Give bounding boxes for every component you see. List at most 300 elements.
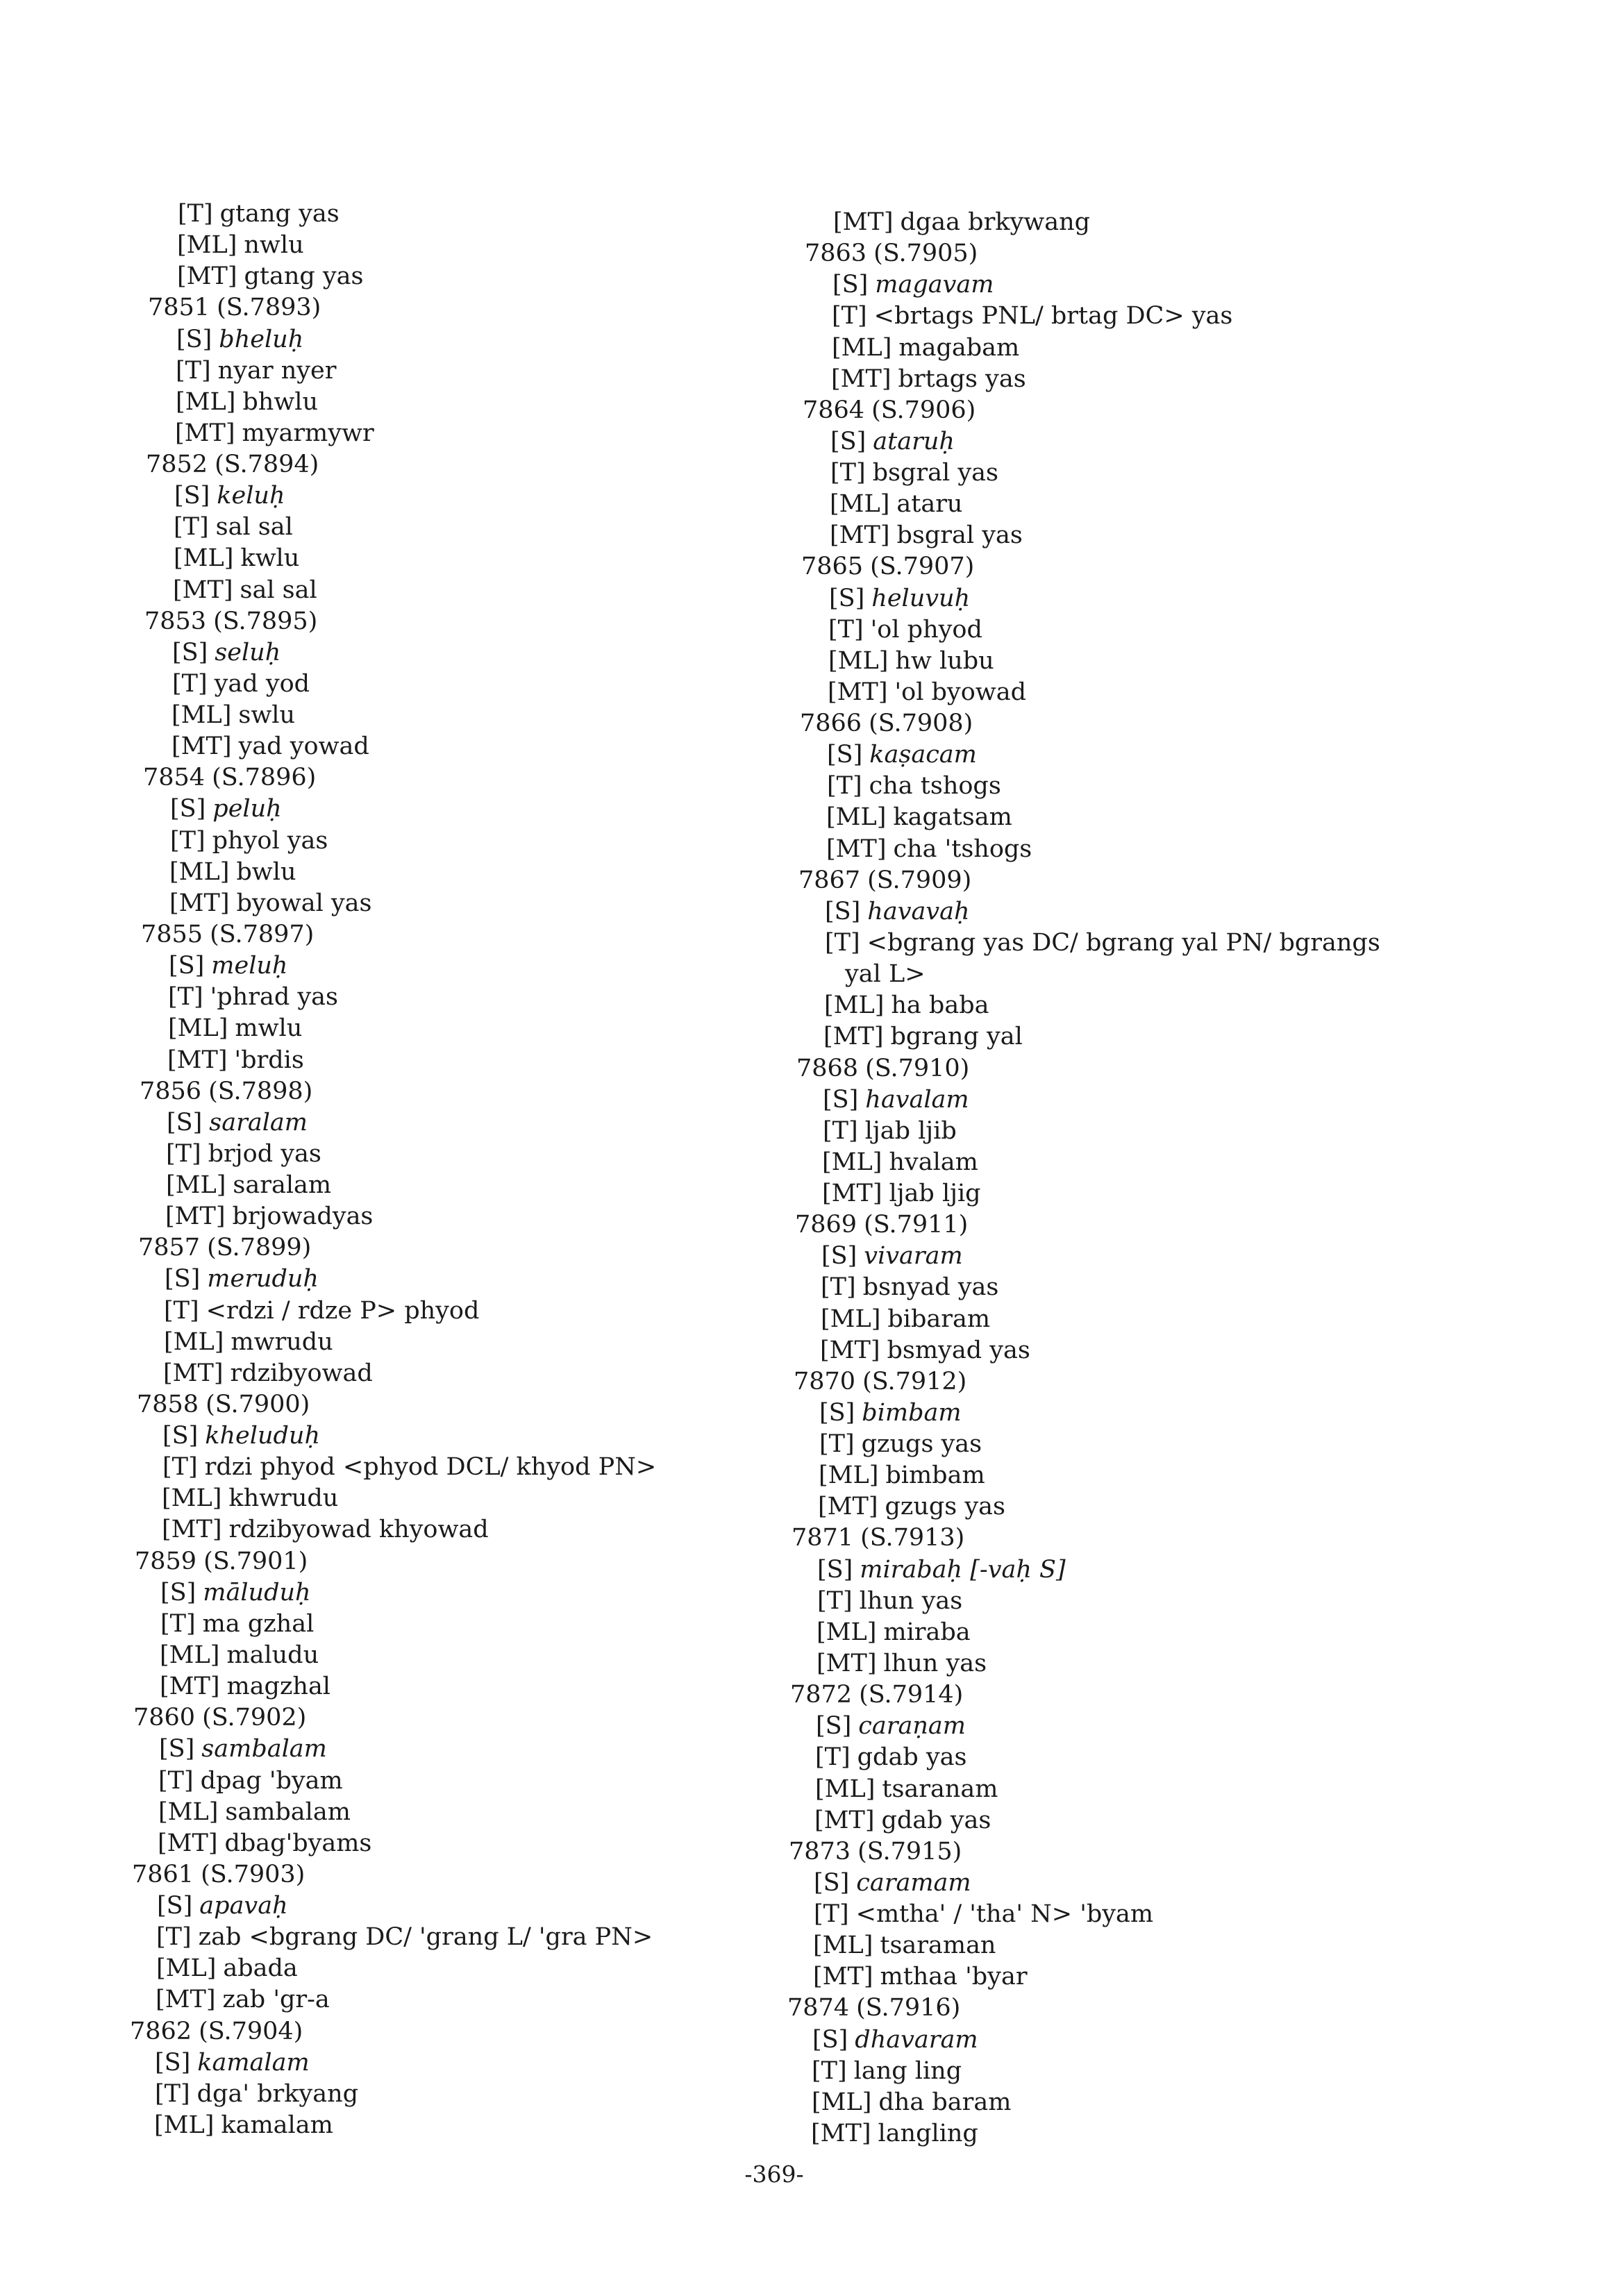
line-tag: [S]: [176, 326, 212, 353]
line-text: gzugs yas: [885, 1493, 1005, 1520]
line-tag: [S]: [829, 585, 865, 612]
entry-line: [155, 2049, 310, 2077]
line-text: (S.7905): [873, 240, 978, 267]
line-text: ha baba: [891, 991, 989, 1019]
line-tag: [MT]: [173, 576, 233, 604]
line-tag: [ML]: [813, 1932, 873, 1959]
line-tag: [S]: [167, 1109, 203, 1137]
line-text: gtang yas: [244, 262, 364, 290]
entry-line: [160, 1610, 314, 1638]
line-text: lhun yas: [883, 1650, 987, 1677]
line-text: bsgral yas: [896, 521, 1023, 549]
line-tag: [MT]: [165, 1203, 226, 1230]
line-tag: [MT]: [820, 1336, 880, 1364]
line-tag: [MT]: [158, 1829, 218, 1857]
entry-line: [168, 1014, 302, 1042]
entry-header: [138, 1234, 311, 1262]
line-tag: [T]: [170, 827, 206, 855]
line-text: sambalam: [225, 1798, 351, 1826]
line-text: 'ol phyod: [870, 616, 982, 644]
line-tag: [ML]: [162, 1484, 222, 1512]
line-tag: [T]: [176, 357, 211, 385]
line-text: kamalam: [197, 2049, 310, 2077]
line-text: apavaḥ: [199, 1892, 288, 1920]
line-text: bimbam: [862, 1399, 962, 1427]
line-text: havavaḥ: [867, 898, 970, 925]
entry-line: [156, 1986, 330, 2013]
line-text: havalam: [865, 1086, 969, 1114]
entry-line: [827, 772, 1001, 800]
entry-line: [820, 1336, 1030, 1364]
entry-line: [155, 2080, 358, 2108]
line-tag: [S]: [823, 1086, 859, 1114]
line-text: bsgral yas: [872, 459, 998, 487]
line-tag: [MT]: [167, 1046, 228, 1074]
line-text: kwlu: [240, 544, 300, 572]
line-tag: 7862: [130, 2018, 192, 2045]
line-tag: [MT]: [822, 1180, 882, 1207]
line-text: caramam: [856, 1869, 971, 1897]
entry-line: [167, 1046, 304, 1074]
line-tag: [T]: [172, 670, 208, 698]
entry-line: [174, 544, 299, 572]
line-tag: [T]: [823, 1117, 858, 1145]
line-text: ataru: [896, 490, 963, 518]
entry-line: [168, 983, 338, 1011]
line-text: dga' brkyang: [196, 2080, 359, 2108]
entry-line: [174, 482, 285, 510]
entry-line: [825, 929, 1380, 957]
entry-header: [143, 764, 316, 791]
entry-line: [166, 1171, 331, 1199]
entry-line: [817, 1587, 962, 1615]
entry-line: [169, 858, 296, 886]
line-text: sal sal: [215, 513, 293, 541]
entry-line: [165, 1265, 319, 1293]
line-tag: [T]: [832, 302, 867, 330]
line-text: peluḥ: [212, 795, 282, 823]
entry-line: [821, 1305, 990, 1333]
entry-line: [832, 334, 1019, 362]
line-text: dgaa brkywang: [900, 208, 1091, 236]
line-tag: [ML]: [166, 1171, 226, 1199]
line-text: zab <bgrang DC/ 'grang L/ 'gra PN>: [198, 1923, 653, 1951]
line-tag: [MT]: [169, 889, 230, 917]
line-tag: 7865: [801, 553, 864, 580]
line-text: sal sal: [240, 576, 317, 604]
entry-line: [812, 2088, 1011, 2116]
entry-line: [170, 827, 328, 855]
line-tag: [MT]: [177, 262, 237, 290]
line-tag: [T]: [812, 2057, 847, 2085]
line-text: (S.7899): [207, 1234, 312, 1262]
line-text: saralam: [233, 1171, 332, 1199]
line-text: mwrudu: [231, 1328, 333, 1356]
line-tag: [ML]: [822, 1148, 882, 1176]
line-text: khwrudu: [228, 1484, 339, 1512]
line-text: 'ol byowad: [894, 678, 1026, 706]
line-tag: [S]: [817, 1556, 853, 1584]
line-text: kamalam: [221, 2111, 333, 2139]
entry-line: [172, 639, 281, 667]
line-tag: [MT]: [818, 1493, 878, 1520]
entry-line: [176, 388, 318, 416]
line-tag: [T]: [828, 616, 864, 644]
line-tag: [T]: [166, 1140, 201, 1168]
entry-line: [170, 795, 282, 823]
entry-line: [174, 513, 293, 541]
line-text: zab 'gr-a: [222, 1986, 330, 2013]
line-text: brjowadyas: [232, 1203, 374, 1230]
line-tag: [S]: [819, 1399, 855, 1427]
line-tag: [ML]: [812, 2088, 872, 2116]
entry-line: [830, 521, 1023, 549]
line-tag: 7856: [140, 1078, 202, 1105]
line-text: cha 'tshogs: [893, 835, 1032, 863]
line-tag: [T]: [174, 513, 209, 541]
entry-header: [133, 1704, 306, 1732]
entry-line: [160, 1579, 311, 1607]
line-tag: [S]: [169, 952, 205, 980]
line-tag: [S]: [812, 2026, 848, 2054]
line-text: vivaram: [864, 1242, 963, 1270]
entry-line: [812, 2026, 978, 2054]
line-text: ljab ljig: [889, 1180, 981, 1207]
line-text: magzhal: [226, 1673, 331, 1700]
entry-header: [796, 1055, 969, 1082]
line-tag: [MT]: [156, 1986, 216, 2013]
line-text: miraba: [883, 1618, 971, 1646]
line-tag: [ML]: [828, 647, 889, 675]
line-tag: [MT]: [811, 2120, 871, 2147]
line-tag: [T]: [821, 1273, 856, 1301]
line-text: kagatsam: [893, 803, 1012, 831]
entry-line: [819, 1430, 982, 1458]
entry-line: [826, 835, 1032, 863]
line-text: bheluḥ: [219, 326, 304, 353]
entry-header: [805, 240, 978, 267]
line-text: (S.7907): [870, 553, 975, 580]
line-text: 'brdis: [234, 1046, 304, 1074]
line-text: (S.7916): [856, 1994, 961, 2022]
entry-line: [817, 1556, 1066, 1584]
entry-line: [167, 1109, 308, 1137]
entry-line: [162, 1422, 320, 1450]
entry-line: [814, 1807, 991, 1834]
line-tag: 7854: [143, 764, 206, 791]
entry-header: [803, 396, 976, 424]
line-text: yad yowad: [238, 732, 369, 760]
line-text: (S.7906): [871, 396, 976, 424]
entry-header: [130, 2018, 303, 2045]
entry-line: [173, 576, 317, 604]
entry-line: [164, 1328, 333, 1356]
line-text: (S.7902): [202, 1704, 307, 1732]
line-tag: 7866: [800, 710, 862, 737]
line-tag: [ML]: [819, 1461, 879, 1489]
line-tag: [T]: [168, 983, 203, 1011]
entry-header: [790, 1681, 963, 1709]
line-text: (S.7912): [862, 1368, 967, 1396]
entry-line: [178, 200, 340, 228]
line-text: saralam: [209, 1109, 308, 1137]
entry-header: [135, 1548, 308, 1575]
entry-line: [175, 419, 374, 447]
line-tag: 7861: [132, 1861, 194, 1888]
entry-line: [845, 960, 926, 988]
line-tag: 7851: [148, 294, 210, 321]
line-text: bimbam: [885, 1461, 985, 1489]
line-text: tsaranam: [882, 1775, 998, 1803]
line-tag: [MT]: [162, 1516, 222, 1543]
entry-line: [160, 1673, 330, 1700]
line-tag: 7868: [796, 1055, 859, 1082]
line-tag: 7857: [138, 1234, 201, 1262]
line-text: (S.7909): [867, 866, 972, 894]
line-tag: 7867: [798, 866, 861, 894]
entry-line: [156, 1923, 653, 1951]
line-text: byowal yas: [236, 889, 372, 917]
line-tag: [ML]: [164, 1328, 224, 1356]
line-text: dha baram: [878, 2088, 1012, 2116]
entry-line: [166, 1140, 321, 1168]
line-tag: [MT]: [160, 1673, 220, 1700]
line-text: gdab yas: [881, 1807, 991, 1834]
line-tag: [ML]: [815, 1775, 876, 1803]
line-text: magabam: [898, 334, 1020, 362]
line-tag: 7853: [144, 607, 207, 635]
entry-line: [823, 1086, 969, 1114]
line-tag: [T]: [164, 1297, 199, 1325]
line-text: hvalam: [889, 1148, 978, 1176]
line-text: rdzibyowad: [230, 1359, 373, 1387]
line-text: ataruḥ: [873, 428, 955, 455]
line-tag: [MT]: [813, 1963, 873, 1991]
entry-line: [826, 803, 1012, 831]
entry-line: [160, 1641, 319, 1669]
line-text: nwlu: [244, 231, 304, 259]
line-text: <mtha' / 'tha' N> 'byam: [855, 1900, 1154, 1928]
line-tag: [S]: [830, 428, 867, 455]
line-text: magavam: [875, 271, 994, 299]
entry-header: [801, 553, 974, 580]
line-tag: [S]: [159, 1735, 195, 1763]
entry-line: [159, 1735, 327, 1763]
line-text: ljab ljib: [864, 1117, 957, 1145]
line-text: bibaram: [887, 1305, 991, 1333]
entry-header: [794, 1368, 966, 1396]
entry-header: [800, 710, 973, 737]
entry-line: [821, 1273, 998, 1301]
line-text: nyar nyer: [217, 357, 337, 385]
line-tag: [MT]: [171, 732, 232, 760]
entry-line: [165, 1203, 373, 1230]
entry-line: [819, 1461, 985, 1489]
line-tag: [MT]: [814, 1807, 875, 1834]
entry-line: [156, 1954, 298, 1982]
line-text: bgrang yal: [890, 1023, 1023, 1050]
entry-line: [832, 271, 994, 299]
line-tag: [MT]: [833, 208, 894, 236]
line-text: (S.7897): [210, 921, 315, 948]
line-text: yal L>: [845, 960, 926, 988]
entry-line: [822, 1180, 981, 1207]
entry-header: [144, 607, 317, 635]
line-tag: [T]: [162, 1453, 198, 1481]
line-text: <bgrang yas DC/ bgrang yal PN/ bgrangs: [867, 929, 1380, 957]
line-tag: [T]: [830, 459, 866, 487]
line-tag: [S]: [827, 741, 863, 769]
entry-line: [171, 732, 369, 760]
entry-line: [825, 898, 970, 925]
line-text: swlu: [238, 701, 296, 729]
line-text: rdzibyowad khyowad: [228, 1516, 489, 1543]
line-text: tsaraman: [880, 1932, 996, 1959]
line-text: rdzi phyod <phyod DCL/ khyod PN>: [204, 1453, 657, 1481]
line-tag: [T]: [827, 772, 862, 800]
line-tag: 7859: [135, 1548, 197, 1575]
line-tag: [S]: [170, 795, 206, 823]
line-tag: [ML]: [832, 334, 892, 362]
entry-line: [815, 1775, 998, 1803]
line-tag: [MT]: [823, 1023, 884, 1050]
entry-line: [823, 1117, 957, 1145]
line-text: (S.7898): [208, 1078, 313, 1105]
line-tag: [ML]: [821, 1305, 881, 1333]
entry-line: [162, 1453, 656, 1481]
line-text: gtang yas: [219, 200, 340, 228]
entry-line: [830, 490, 962, 518]
line-tag: [MT]: [175, 419, 235, 447]
line-text: māluduḥ: [203, 1579, 311, 1607]
line-text: (S.7904): [199, 2018, 303, 2045]
line-text: lhun yas: [859, 1587, 963, 1615]
entry-line: [829, 585, 970, 612]
line-text: phyol yas: [212, 827, 328, 855]
entry-line: [814, 1900, 1153, 1928]
entry-line: [176, 326, 303, 353]
line-tag: [MT]: [826, 835, 887, 863]
line-tag: [MT]: [831, 365, 891, 393]
entry-line: [830, 459, 998, 487]
line-tag: 7872: [790, 1681, 853, 1709]
line-text: meruduḥ: [207, 1265, 319, 1293]
entry-line: [828, 647, 994, 675]
line-tag: [S]: [155, 2049, 191, 2077]
line-tag: [MT]: [830, 521, 890, 549]
line-tag: 7871: [792, 1524, 854, 1552]
line-text: mwlu: [235, 1014, 303, 1042]
entry-line: [176, 357, 336, 385]
entry-line: [811, 2120, 978, 2147]
line-tag: [T]: [817, 1587, 853, 1615]
entry-line: [813, 1963, 1028, 1991]
line-tag: [T]: [178, 200, 213, 228]
line-text: seluḥ: [215, 639, 281, 667]
line-text: mthaa 'byar: [880, 1963, 1028, 1991]
line-tag: [ML]: [154, 2111, 215, 2139]
line-tag: [MT]: [828, 678, 888, 706]
line-text: (S.7908): [869, 710, 973, 737]
line-text: (S.7910): [865, 1055, 970, 1082]
entry-line: [814, 1869, 971, 1897]
line-tag: 7870: [794, 1368, 856, 1396]
line-tag: [S]: [172, 639, 208, 667]
line-tag: [MT]: [817, 1650, 877, 1677]
entry-line: [816, 1712, 966, 1740]
line-text: hw lubu: [895, 647, 994, 675]
line-text: langling: [878, 2120, 978, 2147]
line-text: caraṇam: [858, 1712, 966, 1740]
line-tag: [T]: [814, 1900, 849, 1928]
line-text: myarmywr: [242, 419, 374, 447]
line-text: <brtags PNL/ brtag DC> yas: [873, 302, 1233, 330]
entry-line: [154, 2111, 333, 2139]
line-text: (S.7895): [213, 607, 318, 635]
entry-line: [833, 208, 1090, 236]
entry-line: [817, 1618, 971, 1646]
line-text: lang ling: [853, 2057, 962, 2085]
line-text: gzugs yas: [861, 1430, 982, 1458]
line-tag: [ML]: [824, 991, 885, 1019]
line-tag: [ML]: [156, 1954, 217, 1982]
line-text: bhwlu: [242, 388, 319, 416]
line-tag: [S]: [816, 1712, 852, 1740]
entry-header: [795, 1211, 968, 1239]
entry-line: [830, 428, 955, 455]
line-text: ma gzhal: [202, 1610, 315, 1638]
entry-header: [132, 1861, 305, 1888]
line-text: (S.7893): [217, 294, 321, 321]
line-tag: [T]: [815, 1743, 851, 1771]
line-text: <rdzi / rdze P> phyod: [206, 1297, 480, 1325]
line-tag: [S]: [814, 1869, 850, 1897]
line-tag: 7873: [789, 1838, 851, 1866]
line-text: yad yod: [214, 670, 310, 698]
entry-line: [828, 616, 982, 644]
line-text: (S.7915): [857, 1838, 962, 1866]
line-text: kheluduḥ: [205, 1422, 320, 1450]
line-tag: [S]: [832, 271, 869, 299]
entry-line: [823, 1023, 1023, 1050]
entry-line: [832, 302, 1232, 330]
entry-line: [171, 701, 295, 729]
line-text: keluḥ: [217, 482, 285, 510]
entry-header: [140, 1078, 312, 1105]
entry-header: [141, 921, 314, 948]
entry-line: [812, 2057, 962, 2085]
line-tag: [T]: [155, 2080, 190, 2108]
line-text: (S.7914): [859, 1681, 964, 1709]
line-tag: [ML]: [826, 803, 887, 831]
line-text: brjod yas: [208, 1140, 321, 1168]
line-text: (S.7903): [201, 1861, 305, 1888]
line-tag: 7869: [795, 1211, 857, 1239]
entry-line: [163, 1359, 373, 1387]
entry-header: [792, 1524, 964, 1552]
entry-line: [158, 1767, 343, 1795]
entry-header: [148, 294, 321, 321]
entry-line: [157, 1892, 288, 1920]
entry-line: [177, 262, 364, 290]
entry-line: [828, 678, 1026, 706]
line-text: bwlu: [236, 858, 296, 886]
line-text: bsnyad yas: [862, 1273, 999, 1301]
entry-line: [827, 741, 977, 769]
entry-line: [819, 1399, 962, 1427]
line-tag: [T]: [156, 1923, 192, 1951]
line-tag: [S]: [160, 1579, 196, 1607]
